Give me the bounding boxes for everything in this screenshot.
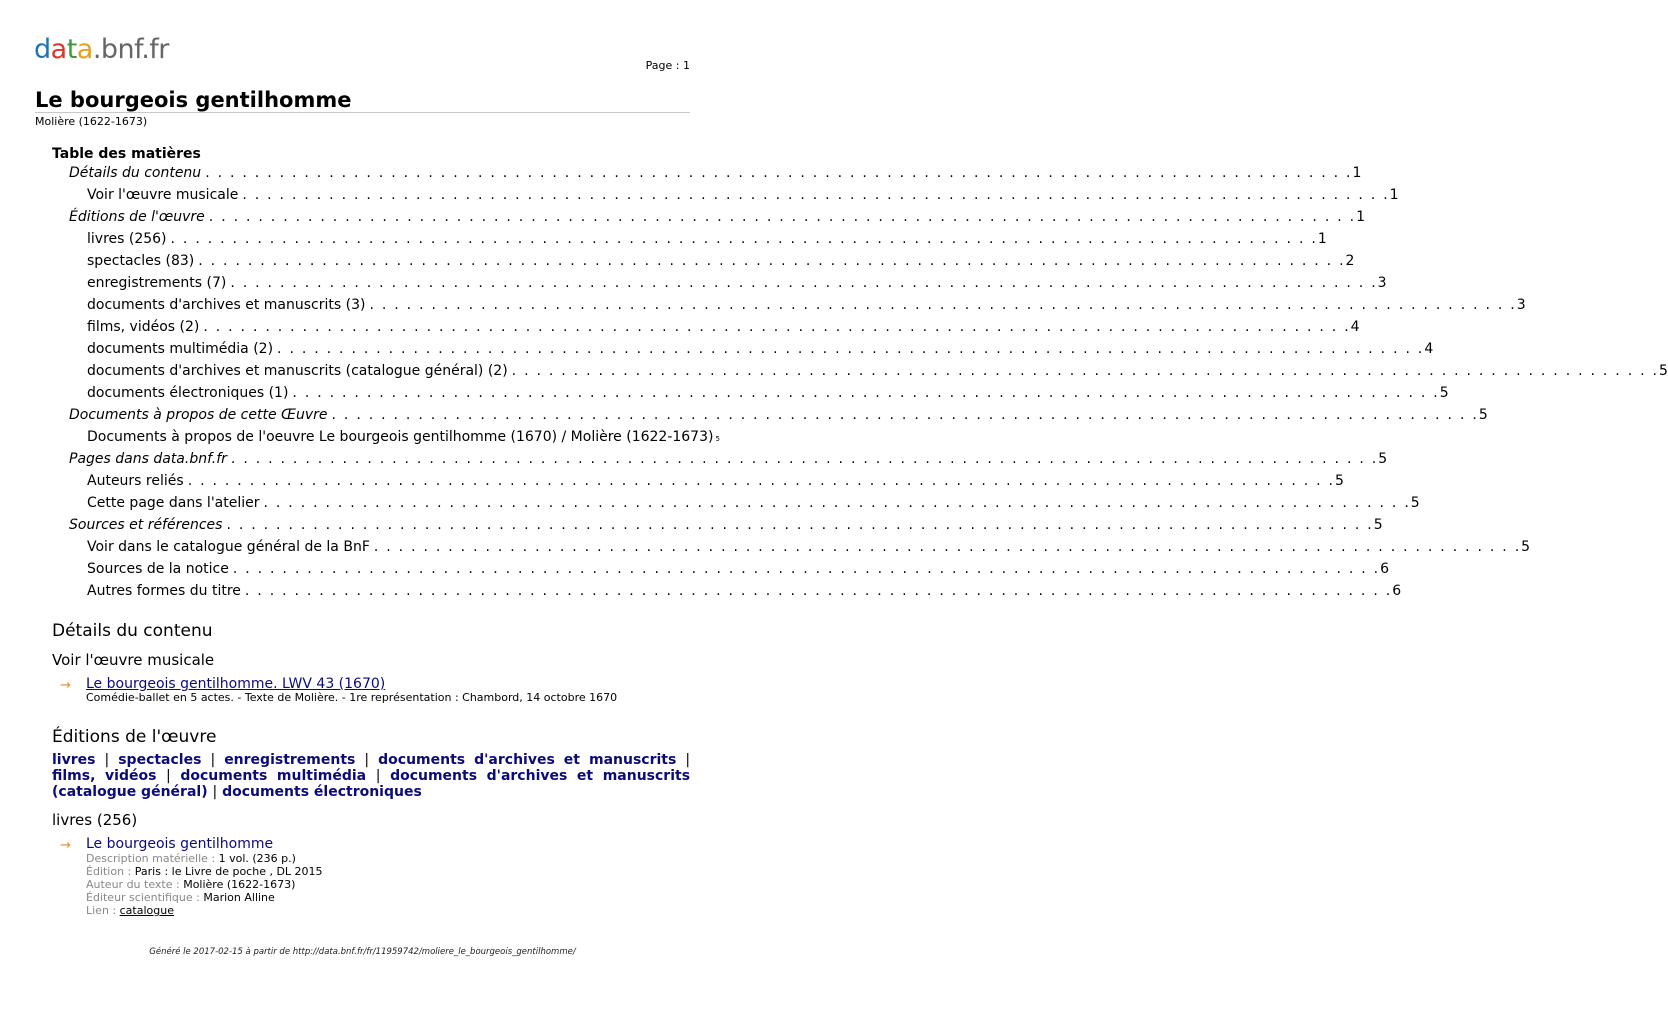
book-field: Description matérielle : 1 vol. (236 p.) bbox=[86, 852, 296, 865]
toc-row[interactable] bbox=[69, 162, 1362, 184]
toc-page: 5 bbox=[1439, 385, 1449, 401]
author-line: Molière (1622-1673) bbox=[35, 115, 148, 128]
toc-row[interactable] bbox=[87, 338, 1434, 360]
editions-category-links: livres | spectacles | enregistrements | documents d'archives et manuscrits | films, vidéos | documents multimédia | documents d'archives et manuscrits (catalogue général) | documents électroniques bbox=[52, 752, 691, 800]
arrow-right-icon: → bbox=[60, 678, 71, 693]
toc-row[interactable] bbox=[87, 470, 1344, 492]
toc-row[interactable] bbox=[87, 184, 1399, 206]
toc-page: 5 bbox=[1658, 363, 1668, 379]
toc-label: documents électroniques (1) bbox=[87, 385, 289, 401]
toc-label: Auteurs reliés bbox=[87, 473, 184, 489]
title-divider bbox=[35, 112, 690, 113]
book-field: Édition : Paris : le Livre de poche , DL 2015 bbox=[86, 865, 323, 878]
category-link-electroniques[interactable]: documents électroniques bbox=[222, 784, 422, 800]
book-field: Auteur du texte : Molière (1622-1673) bbox=[86, 878, 296, 891]
toc-row[interactable] bbox=[87, 426, 720, 448]
toc-leader bbox=[245, 580, 1390, 602]
toc-label: films, vidéos (2) bbox=[87, 319, 200, 335]
toc-heading: Table des matières bbox=[52, 146, 201, 162]
toc-row[interactable] bbox=[87, 492, 1420, 514]
toc-label: Voir dans le catalogue général de la BnF bbox=[87, 539, 370, 555]
book-title-link[interactable]: Le bourgeois gentilhomme bbox=[86, 836, 274, 852]
category-link-spectacles[interactable]: spectacles bbox=[118, 752, 202, 768]
category-link-multimedia[interactable]: documents multimédia bbox=[180, 768, 367, 784]
toc-page: 5 bbox=[1478, 407, 1488, 423]
toc-label: livres (256) bbox=[87, 231, 167, 247]
toc-leader bbox=[369, 294, 1514, 316]
toc-page: 5 bbox=[1334, 473, 1344, 489]
toc-leader bbox=[205, 162, 1350, 184]
toc-row[interactable] bbox=[87, 580, 1402, 602]
toc-row[interactable] bbox=[69, 206, 1366, 228]
toc-row[interactable] bbox=[87, 536, 1531, 558]
book-field: Lien : catalogue bbox=[86, 904, 174, 917]
toc-label: Détails du contenu bbox=[69, 165, 202, 181]
subsection-heading-livres: livres (256) bbox=[52, 811, 138, 829]
toc-page: 2 bbox=[1345, 253, 1355, 269]
toc-leader bbox=[226, 514, 1371, 536]
data-bnf-logo[interactable]: data.bnf.fr bbox=[34, 34, 169, 65]
page-title: Le bourgeois gentilhomme bbox=[35, 88, 352, 112]
toc-leader bbox=[264, 492, 1409, 514]
toc-row[interactable] bbox=[87, 360, 1668, 382]
toc-leader bbox=[374, 536, 1519, 558]
toc-leader bbox=[198, 250, 1343, 272]
toc-label: documents d'archives et manuscrits (3) bbox=[87, 297, 366, 313]
toc-page: 4 bbox=[1424, 341, 1434, 357]
toc-page: 6 bbox=[1392, 583, 1402, 599]
toc-leader bbox=[332, 404, 1477, 426]
toc-label: spectacles (83) bbox=[87, 253, 195, 269]
musical-work-description: Comédie-ballet en 5 actes. - Texte de Molière. - 1re représentation : Chambord, 14 octobre 1670 bbox=[86, 691, 618, 704]
toc-label: Pages dans data.bnf.fr bbox=[69, 451, 227, 467]
toc-leader bbox=[231, 448, 1376, 470]
catalogue-link[interactable]: catalogue bbox=[119, 904, 174, 917]
toc-page: 1 bbox=[1317, 231, 1327, 247]
toc-row[interactable] bbox=[87, 382, 1449, 404]
toc-page: 5 bbox=[1378, 451, 1388, 467]
toc-page: 5 bbox=[715, 435, 720, 443]
toc-label: Documents à propos de l'oeuvre Le bourgeois gentilhomme (1670) / Molière (1622-1673) bbox=[87, 429, 714, 445]
toc-row[interactable] bbox=[87, 250, 1355, 272]
category-link-enregistrements[interactable]: enregistrements bbox=[224, 752, 356, 768]
generated-footer: Généré le 2017-02-15 à partir de http://data.bnf.fr/fr/11959742/moliere_le_bourgeois_gentilhomme/ bbox=[149, 947, 576, 957]
toc-label: documents multimédia (2) bbox=[87, 341, 274, 357]
toc-row[interactable] bbox=[87, 316, 1360, 338]
toc-row[interactable] bbox=[69, 448, 1388, 470]
book-field: Éditeur scientifique : Marion Alline bbox=[86, 891, 275, 904]
toc-leader bbox=[203, 316, 1348, 338]
category-link-films[interactable]: films, vidéos bbox=[52, 768, 157, 784]
toc-page: 5 bbox=[1373, 517, 1383, 533]
toc-page: 3 bbox=[1516, 297, 1526, 313]
toc-label: enregistrements (7) bbox=[87, 275, 227, 291]
toc-leader bbox=[277, 338, 1422, 360]
category-link-archives-catalogue[interactable]: documents d'archives et manuscrits (catalogue général) bbox=[52, 768, 691, 800]
toc-page: 1 bbox=[1352, 165, 1362, 181]
toc-row[interactable] bbox=[69, 514, 1383, 536]
toc-leader bbox=[230, 272, 1375, 294]
subsection-heading-musical-work: Voir l'œuvre musicale bbox=[52, 651, 215, 669]
toc-page: 6 bbox=[1380, 561, 1390, 577]
toc-page: 4 bbox=[1350, 319, 1360, 335]
toc-row[interactable] bbox=[87, 294, 1526, 316]
toc-row[interactable] bbox=[87, 558, 1390, 580]
toc-leader bbox=[233, 558, 1378, 580]
toc-row[interactable] bbox=[87, 272, 1387, 294]
toc-label: Documents à propos de cette Œuvre bbox=[69, 407, 328, 423]
toc-leader bbox=[188, 470, 1333, 492]
musical-work-link[interactable]: Le bourgeois gentilhomme. LWV 43 (1670) bbox=[86, 676, 386, 692]
toc-row[interactable] bbox=[87, 228, 1327, 250]
toc-label: Cette page dans l'atelier bbox=[87, 495, 260, 511]
toc-label: Éditions de l'œuvre bbox=[69, 209, 205, 225]
toc-row[interactable] bbox=[69, 404, 1488, 426]
toc-label: Voir l'œuvre musicale bbox=[87, 187, 239, 203]
toc-page: 1 bbox=[1356, 209, 1366, 225]
toc-page: 3 bbox=[1377, 275, 1387, 291]
category-link-livres[interactable]: livres bbox=[52, 752, 96, 768]
toc-leader bbox=[292, 382, 1437, 404]
toc-label: Sources et références bbox=[69, 517, 223, 533]
toc-label: Sources de la notice bbox=[87, 561, 229, 577]
toc-page: 1 bbox=[1389, 187, 1399, 203]
toc-leader bbox=[512, 360, 1657, 382]
toc-label: Autres formes du titre bbox=[87, 583, 241, 599]
toc-label: documents d'archives et manuscrits (catalogue général) (2) bbox=[87, 363, 508, 379]
section-heading-details: Détails du contenu bbox=[52, 621, 213, 641]
toc-leader bbox=[171, 228, 1316, 250]
toc-page: 5 bbox=[1410, 495, 1420, 511]
category-link-archives[interactable]: documents d'archives et manuscrits bbox=[378, 752, 677, 768]
toc-leader bbox=[209, 206, 1354, 228]
toc-page: 5 bbox=[1521, 539, 1531, 555]
section-heading-editions: Éditions de l'œuvre bbox=[52, 727, 217, 747]
arrow-right-icon: → bbox=[60, 838, 71, 853]
page-number: Page : 1 bbox=[645, 59, 690, 72]
toc-leader bbox=[242, 184, 1387, 206]
